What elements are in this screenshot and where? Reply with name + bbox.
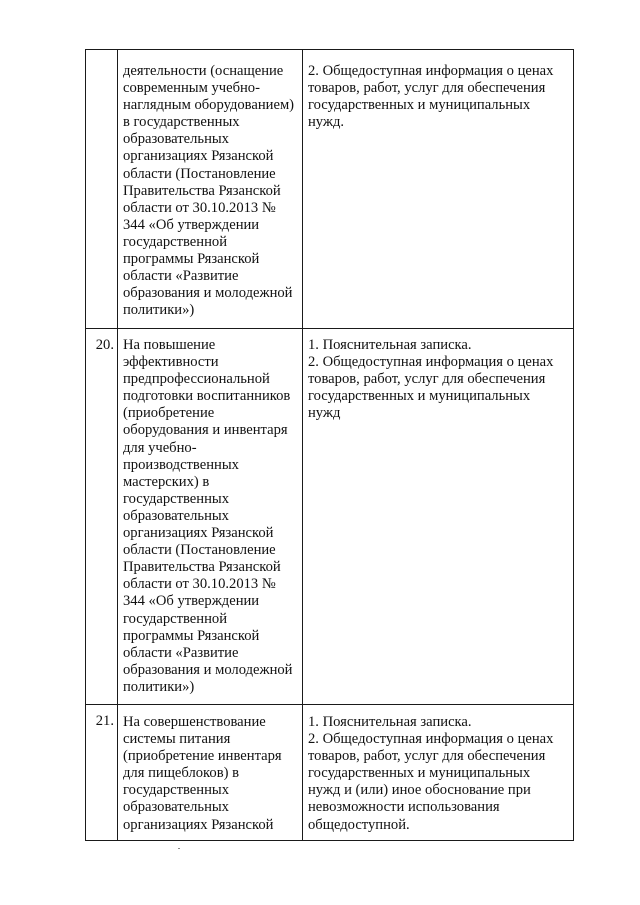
purpose-line: программы Рязанской	[123, 627, 260, 644]
purpose-line: области (Постановление	[123, 165, 276, 182]
purpose-line: программы Рязанской	[123, 251, 260, 268]
purpose-line: 344 «Об утверждении	[123, 216, 260, 233]
purpose-line: области «Развитие	[123, 644, 239, 661]
purpose-line: На совершенствование	[123, 714, 266, 730]
purpose-cell	[118, 50, 303, 329]
documents-cell	[303, 50, 574, 329]
documents-line: государственных и муниципальных	[308, 388, 531, 405]
documents-line: 2. Общедоступная информация о ценах	[308, 63, 554, 79]
purpose-line: государственной	[123, 610, 228, 627]
purpose-line: эффективности	[123, 354, 219, 371]
document-table	[85, 49, 574, 841]
table-row	[86, 50, 574, 329]
purpose-line: образования и молодежной	[123, 285, 293, 302]
purpose-line: государственных	[123, 782, 230, 799]
purpose-line: (приобретение	[123, 405, 215, 422]
documents-line: государственных и муниципальных	[308, 97, 531, 114]
documents-line: товаров, работ, услуг для обеспечения	[308, 371, 546, 388]
purpose-line: предпрофессиональной	[123, 371, 270, 388]
purpose-line: образовательных	[123, 131, 229, 148]
documents-line: нужд и (или) иное обоснование при	[308, 782, 531, 799]
documents-line: 2. Общедоступная информация о ценах	[308, 354, 554, 371]
purpose-line: образования и молодежной	[123, 661, 293, 678]
documents-line: государственных и муниципальных	[308, 765, 531, 782]
purpose-line: Правительства Рязанской	[123, 182, 281, 199]
purpose-line: организациях Рязанской	[123, 148, 274, 165]
purpose-line: организациях Рязанской	[123, 816, 274, 833]
purpose-line: области (Постановление	[123, 542, 276, 559]
row-number: 21.	[86, 705, 118, 841]
documents-line: общедоступной.	[308, 816, 410, 833]
purpose-line: деятельности (оснащение	[123, 63, 284, 79]
purpose-line: организациях Рязанской	[123, 525, 274, 542]
purpose-line: мастерских) в	[123, 473, 210, 490]
purpose-line: (приобретение инвентаря	[123, 748, 282, 765]
documents-line: невозможности использования	[308, 799, 500, 816]
purpose-cell	[118, 705, 303, 841]
purpose-line: оборудования и инвентаря	[123, 422, 288, 439]
documents-cell	[303, 705, 574, 841]
purpose-line: для пищеблоков) в	[123, 765, 239, 782]
purpose-line: для учебно-	[123, 439, 197, 456]
purpose-line: образовательных	[123, 799, 229, 816]
purpose-line: 344 «Об утверждении	[123, 593, 260, 610]
purpose-line: образовательных	[123, 507, 229, 524]
purpose-line: политики»)	[123, 302, 195, 319]
table-body	[86, 50, 574, 841]
purpose-line: государственной	[123, 233, 228, 250]
purpose-line: наглядным оборудованием)	[123, 97, 295, 114]
purpose-line: государственных	[123, 490, 230, 507]
documents-line: нужд	[308, 405, 341, 422]
documents-cell	[303, 329, 574, 705]
documents-line: 2. Общедоступная информация о ценах	[308, 731, 554, 748]
purpose-line: современным учебно-	[123, 80, 260, 97]
purpose-line: подготовки воспитанников	[123, 388, 291, 405]
documents-line: товаров, работ, услуг для обеспечения	[308, 80, 546, 97]
documents-line: товаров, работ, услуг для обеспечения	[308, 748, 546, 765]
purpose-line: области от 30.10.2013 №	[123, 576, 276, 593]
purpose-line: в государственных	[123, 114, 240, 131]
purpose-line: системы питания	[123, 731, 231, 748]
documents-line: 1. Пояснительная записка.	[308, 714, 472, 730]
purpose-line: производственных	[123, 456, 239, 473]
purpose-line: На повышение	[123, 337, 216, 353]
documents-line: 1. Пояснительная записка.	[308, 337, 472, 353]
purpose-line: области от 30.10.2013 №	[123, 199, 276, 216]
purpose-cell	[118, 329, 303, 705]
purpose-line: Правительства Рязанской	[123, 559, 281, 576]
table-row	[86, 329, 574, 705]
documents-line: нужд.	[308, 114, 345, 131]
row-number	[86, 50, 118, 329]
row-number: 20.	[86, 329, 118, 705]
purpose-line: политики»)	[123, 678, 195, 695]
purpose-line: области «Развитие	[123, 268, 239, 285]
scan-speck	[178, 848, 180, 849]
table-row	[86, 705, 574, 841]
